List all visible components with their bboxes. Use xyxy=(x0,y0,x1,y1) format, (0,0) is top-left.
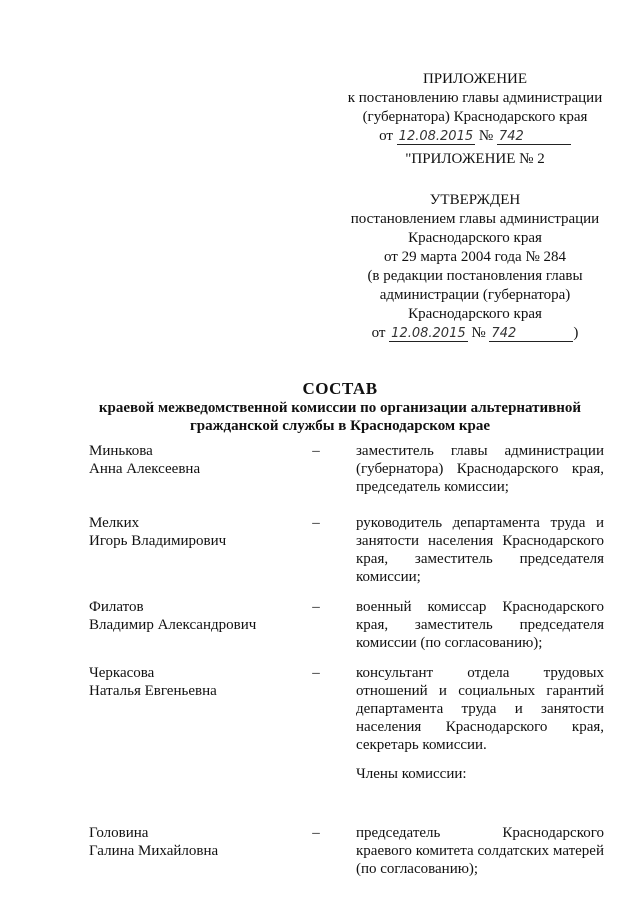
appendix-reference xyxy=(330,127,620,146)
ref2-number: 742 xyxy=(489,327,573,342)
approved-line-2: Краснодарского края xyxy=(408,230,542,246)
ref2-close: ) xyxy=(573,325,579,341)
member-dash: – xyxy=(312,515,320,531)
member-dash: – xyxy=(312,665,320,681)
approved-block xyxy=(330,191,620,343)
title-sub-line-1: краевой межведомственной комиссии по организации альтернативной xyxy=(98,400,582,416)
member-surname: Мелких xyxy=(89,515,140,531)
member-role: председатель Краснодарского краевого комитета солдатских матерей (по согласованию); xyxy=(356,825,604,877)
title-main: СОСТАВ xyxy=(302,379,378,398)
ref-number: 742 xyxy=(497,130,571,145)
member-row xyxy=(89,442,619,502)
approved-reference xyxy=(330,324,620,343)
members-label: Члены комиссии: xyxy=(356,766,467,782)
appendix-2-title: "ПРИЛОЖЕНИЕ № 2 xyxy=(405,151,545,167)
approved-line-4: (в редакции постановления главы xyxy=(367,268,583,284)
member-dash: – xyxy=(312,825,320,841)
member-row xyxy=(89,824,619,884)
member-row xyxy=(89,598,619,658)
appendix-line-1: к постановлению главы администрации xyxy=(347,90,603,106)
member-surname: Головина xyxy=(89,825,149,841)
approved-line-1: постановлением главы администрации xyxy=(350,211,600,227)
member-dash: – xyxy=(312,443,320,459)
ref2-no-label: № xyxy=(471,325,486,341)
ref-no-label: № xyxy=(478,128,494,144)
member-row xyxy=(89,514,619,594)
ref-prefix: от xyxy=(379,128,393,144)
member-name xyxy=(89,664,289,700)
member-name xyxy=(89,824,289,860)
member-given-names: Анна Алексеевна xyxy=(89,461,201,477)
member-given-names: Игорь Владимирович xyxy=(89,533,227,549)
member-role: руководитель департамента труда и занятости населения Краснодарского края, заместитель председателя комиссии; xyxy=(356,515,604,585)
member-name xyxy=(89,514,289,550)
appendix-2-block xyxy=(330,150,620,169)
title-sub-line-2: гражданской службы в Краснодарском крае xyxy=(189,418,491,434)
member-surname: Черкасова xyxy=(89,665,155,681)
appendix-header xyxy=(330,70,620,146)
approved-line-3: от 29 марта 2004 года № 284 xyxy=(383,249,567,265)
ref2-prefix: от xyxy=(371,325,386,341)
ref2-date: 12.08.2015 xyxy=(391,326,466,341)
approved-line-5: администрации (губернатора) xyxy=(379,287,571,303)
member-dash: – xyxy=(312,599,320,615)
approved-title: УТВЕРЖДЕН xyxy=(429,192,521,208)
member-name xyxy=(89,442,289,478)
member-given-names: Наталья Евгеньевна xyxy=(89,683,217,699)
appendix-title: ПРИЛОЖЕНИЕ xyxy=(422,71,528,87)
document-title xyxy=(60,379,620,435)
member-role: консультант отдела трудовых отношений и социальных гарантий департамента труда и занятости населения Краснодарского края, секретарь комиссии. xyxy=(356,665,604,753)
approved-line-6: Краснодарского края xyxy=(408,306,542,322)
member-role: заместитель главы администрации (губернатора) Краснодарского края, председатель комиссии; xyxy=(356,443,604,495)
member-surname: Минькова xyxy=(89,443,153,459)
member-surname: Филатов xyxy=(89,599,144,615)
member-row xyxy=(89,664,619,754)
appendix-line-2: (губернатора) Краснодарского края xyxy=(362,109,588,125)
member-name xyxy=(89,598,289,634)
ref-date: 12.08.2015 xyxy=(398,129,474,144)
member-given-names: Галина Михайловна xyxy=(89,843,219,859)
member-role: военный комиссар Краснодарского края, заместитель председателя комиссии (по согласованию); xyxy=(356,599,604,651)
member-given-names: Владимир Александрович xyxy=(89,617,257,633)
